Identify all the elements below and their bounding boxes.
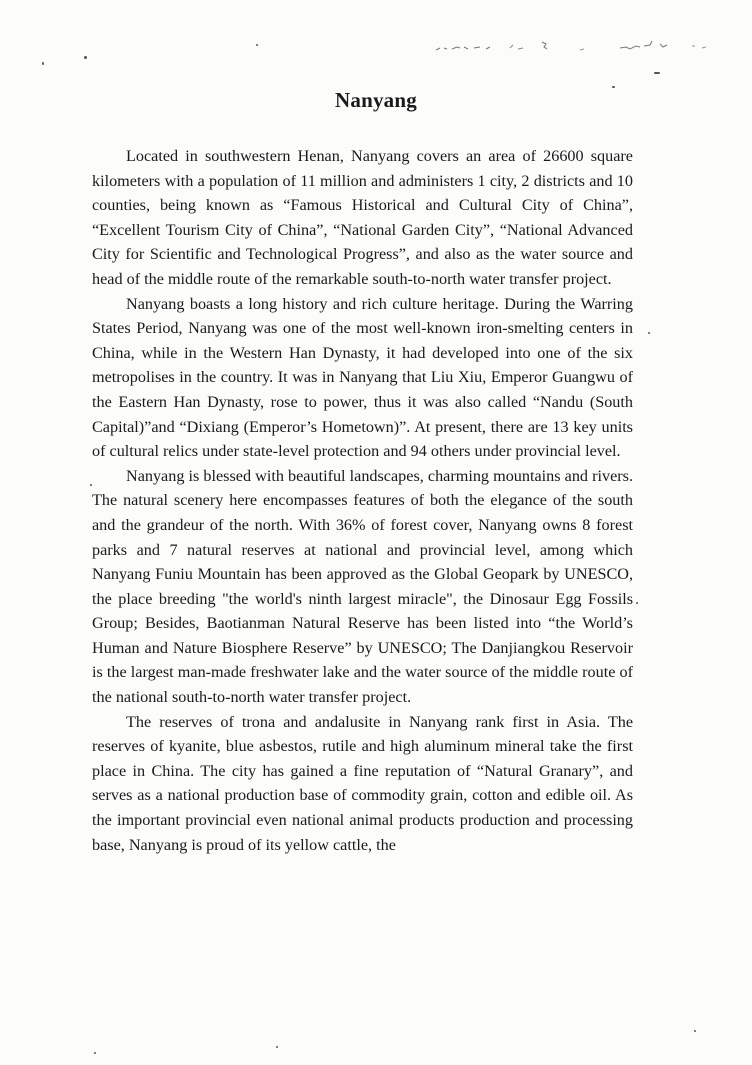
scan-speck — [694, 1030, 696, 1032]
paragraph-resources: The reserves of trona and andalusite in Nanyang rank first in Asia. The reserves of kyanite, blue asbestos, rutile and high aluminum mineral take the first place in China. The city has gained a fine reputation of “Natural Granary”, and serves as a national production base of commodity grain, cotton and edible oil. As the important provincial even national animal products production and processing base, Nanyang is proud of its yellow cattle, the — [92, 712, 633, 854]
scan-speck — [654, 72, 660, 74]
document-title: Nanyang — [335, 88, 417, 112]
scan-speck — [256, 44, 258, 46]
paragraph-landscape: Nanyang is blessed with beautiful landscapes, charming mountains and rivers. The natural scenery here encompasses features of both the elegance of the south and the grandeur of the north. With 36% of forest cover, Nanyang owns 8 forest parks and 7 natural reserves at national and provincial level, among which Nanyang Funiu Mountain has been approved as the Global Geopark by UNESCO, the place breeding "the world's ninth largest miracle", the Dinosaur Egg Fossils Group; Besides, Baotianman Natural Reserve has been listed into “the World’s Human and Nature Biosphere Reserve” by UNESCO; The Danjiangkou Reservoir is the largest man-made freshwater lake and the water source of the middle route of the national south-to-north water transfer project. — [92, 466, 633, 707]
scan-speck — [84, 56, 87, 59]
scan-speck — [648, 332, 650, 334]
paragraph-history: Nanyang boasts a long history and rich culture heritage. During the Warring States Period, Nanyang was one of the most well-known iron-smelting centers in China, while in the Western Han Dynasty, it had developed into one of the six metropolises in the country. It was in Nanyang that Liu Xiu, Emperor Guangwu of the Eastern Han Dynasty, rose to power, thus it was also called “Nandu (South Capital)”and “Dixiang (Emperor’s Hometown)”. At present, there are 13 key units of cultural relics under state-level protection and 94 others under provincial level. — [92, 294, 633, 461]
scan-speck — [276, 1046, 278, 1048]
paragraph-overview: Located in southwestern Henan, Nanyang covers an area of 26600 square kilometers with a population of 11 million and administers 1 city, 2 districts and 10 counties, being known as “Famous Historical and Cultural City of China”, “Excellent Tourism City of China”, “National Garden City”, “National Advanced City for Scientific and Technological Progress”, and also as the water source and head of the middle route of the remarkable south-to-north water transfer project. — [92, 147, 633, 288]
scan-speck — [42, 62, 44, 65]
scan-speck — [636, 602, 638, 604]
scan-artifact-marks — [430, 36, 720, 56]
document-body — [92, 144, 633, 857]
scan-speck — [94, 1052, 96, 1054]
